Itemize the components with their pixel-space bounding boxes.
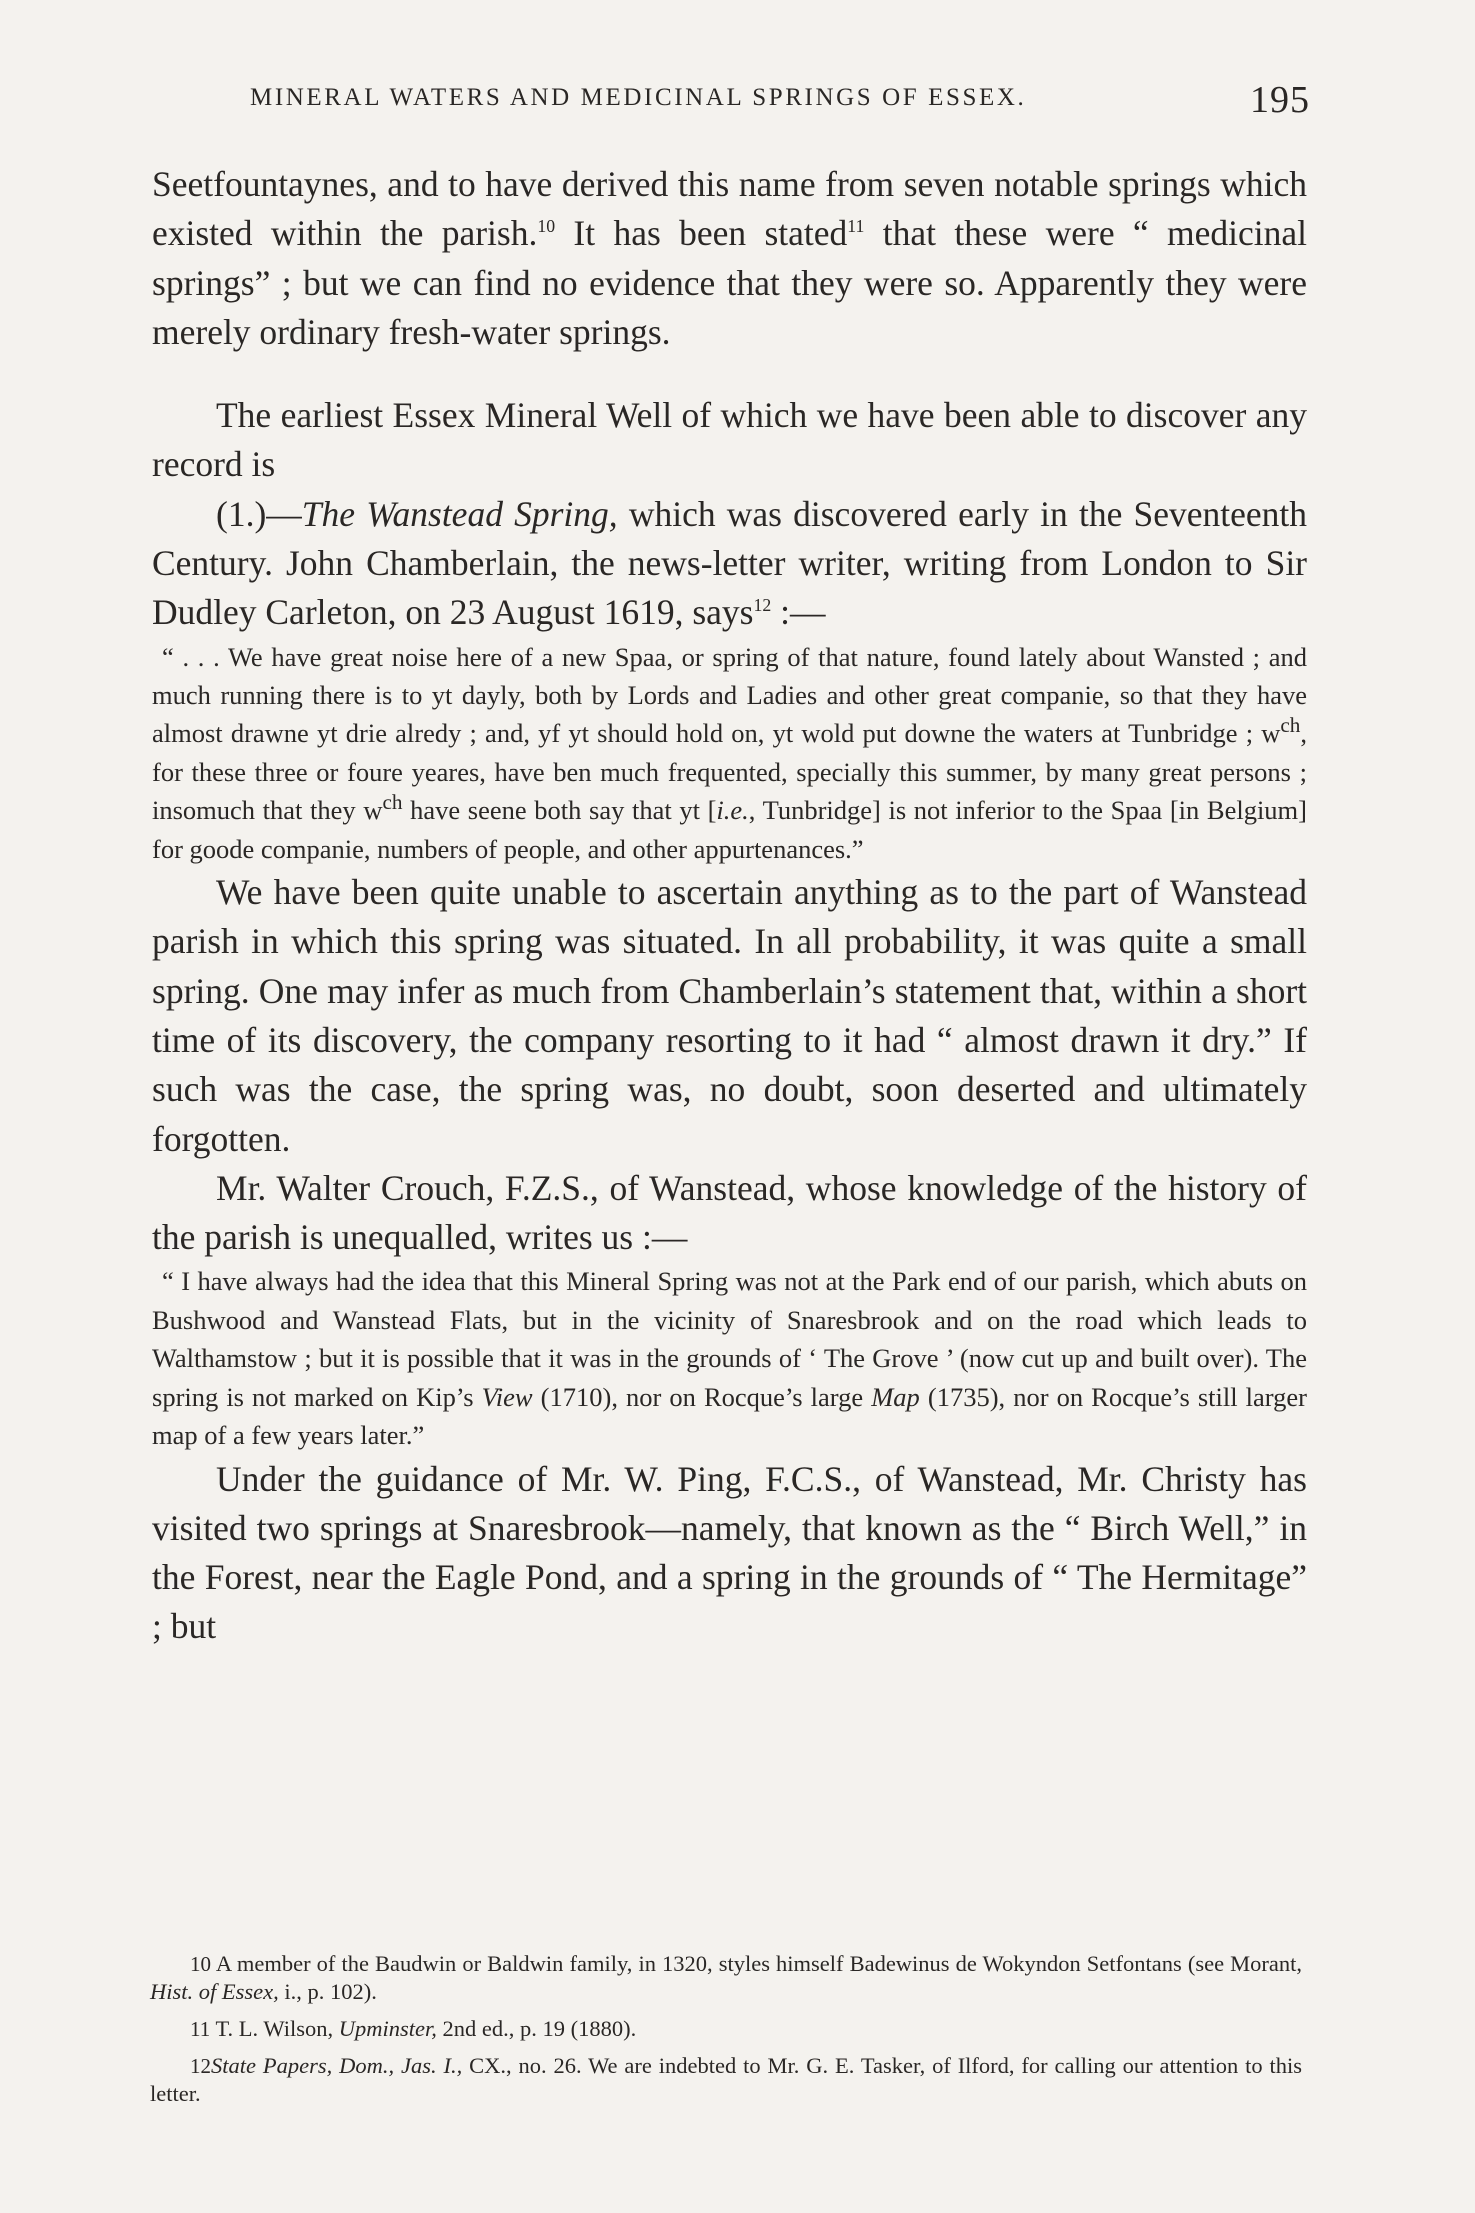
text-run: Seetfountaynes, and to have derived this name from seven notable springs which existed within the parish. [152, 164, 1307, 254]
footnote-ref-10: 10 [537, 216, 556, 237]
paragraph-walter-crouch: Mr. Walter Crouch, F.Z.S., of Wanstead, whose knowledge of the history of the parish is unequalled, writes us :— [152, 1167, 1307, 1258]
page-number: 195 [1250, 79, 1310, 121]
footnote-11 [150, 2015, 1302, 2043]
footnote-12 [150, 2052, 1302, 2108]
superscript: ch [1280, 713, 1301, 738]
text-run: i., p. 102). [278, 1979, 377, 2004]
footnote-number: 12 [190, 2054, 211, 2078]
italic-run: Upminster, [338, 2016, 437, 2041]
text-run: A member of the Baudwin or Baldwin family, in 1320, styles himself Badewinus de Wokyndon Setfontans (see Morant, [211, 1951, 1302, 1976]
footnote-ref-11: 11 [847, 216, 865, 237]
italic-run: Hist. of Essex, [150, 1979, 279, 2004]
footnote-ref-12: 12 [753, 595, 772, 616]
italic-run: Map [871, 1381, 920, 1412]
italic-run: View [481, 1381, 533, 1412]
text-run: (1710), nor on Rocque’s large [532, 1381, 872, 1412]
italic-run: State Papers, Dom., Jas. I., [211, 2053, 463, 2078]
text-run: which was discovered early in the Seventeenth Century. John Chamberlain, the news-letter writer, writing from London to Sir Dudley Carleton, on 23 August 1619, says [152, 493, 1307, 633]
text-run: T. L. Wilson, [210, 2016, 339, 2041]
footnote-number: 10 [190, 1952, 211, 1976]
text-run: It has been stated [555, 213, 848, 254]
text-run: 2nd ed., p. 19 (1880). [436, 2016, 637, 2041]
paragraph-ping-guidance: Under the guidance of Mr. W. Ping, F.C.S., of Wanstead, Mr. Christy has visited two springs at Snaresbrook—namely, that known as the “ Birch Well,” in the Forest, near the Eagle Pond, and a spring in the grounds of “ The Hermitage” ; but [152, 1458, 1307, 1647]
running-title: MINERAL WATERS AND MEDICINAL SPRINGS OF ESSEX. [250, 84, 1027, 111]
paragraph-wanstead-spring [152, 490, 1307, 638]
text-run: , Tunbridge] is not inferior to the Spaa [in Belgium] for goode companie, numbers of people, and other appurtenances.” [152, 795, 1307, 864]
text-run: that these were “ medicinal springs” ; but we can find no evidence that they were so. Apparently they were merely ordinary fresh-water springs. [152, 213, 1307, 352]
quotation-crouch [152, 1262, 1307, 1454]
text-run: CX., no. 26. We are indebted to Mr. G. E. Tasker, of Ilford, for calling our attention to this letter. [150, 2053, 1303, 2106]
paragraph-continuation [152, 160, 1307, 357]
footnote-number: 11 [190, 2017, 211, 2041]
text-run: “ I have always had the idea that this Mineral Spring was not at the Park end of our parish, which abuts on Bushwood and Wanstead Flats, but in the vicinity of Snaresbrook and on the road which leads to Walthamstow ; but it is possible that it was in the grounds of ‘ The Grove ’ (now cut up and built over). The spring is not marked on Kip’s [152, 1266, 1307, 1412]
running-head [250, 78, 1310, 122]
text-run: have seene both say that yt [ [402, 795, 717, 826]
text-run: (1735), nor on Rocque’s still larger map of a few years later.” [152, 1381, 1307, 1451]
footnotes [150, 1950, 1302, 2117]
paragraph-unable-ascertain: We have been quite unable to ascertain anything as to the part of Wanstead parish in which this spring was situated. In all probability, it was quite a small spring. One may infer as much from Chamberlain’s statement that, within a short time of its discovery, the company resorting to it had “ almost drawn it dry.” If such was the case, the spring was, no doubt, soon deserted and ultimately forgotten. [152, 872, 1307, 1159]
text-run: , for these three or foure yeares, have ben much frequented, specially this summer, by many great persons ; insomuch that they w [152, 718, 1307, 826]
paragraph-earliest-well: The earliest Essex Mineral Well of which we have been able to discover any record is [152, 395, 1307, 485]
footnote-10 [150, 1950, 1302, 2006]
text-run: “ . . . We have great noise here of a new Spaa, or spring of that nature, found lately about Wansted ; and much running there is to yt dayly, both by Lords and Ladies and other great companie, so that they have almost drawne yt drie alredy ; and, yf yt should hold on, yt wold put downe the waters at Tunbridge ; w [152, 641, 1307, 749]
quotation-chamberlain [152, 638, 1307, 868]
italic-run: i.e. [716, 795, 749, 826]
section-title-wanstead-spring: The Wanstead Spring, [301, 493, 618, 534]
text-run: :— [771, 592, 826, 633]
text-run: (1.)— [216, 493, 302, 534]
superscript: ch [382, 790, 403, 815]
body-text [152, 160, 1307, 1652]
